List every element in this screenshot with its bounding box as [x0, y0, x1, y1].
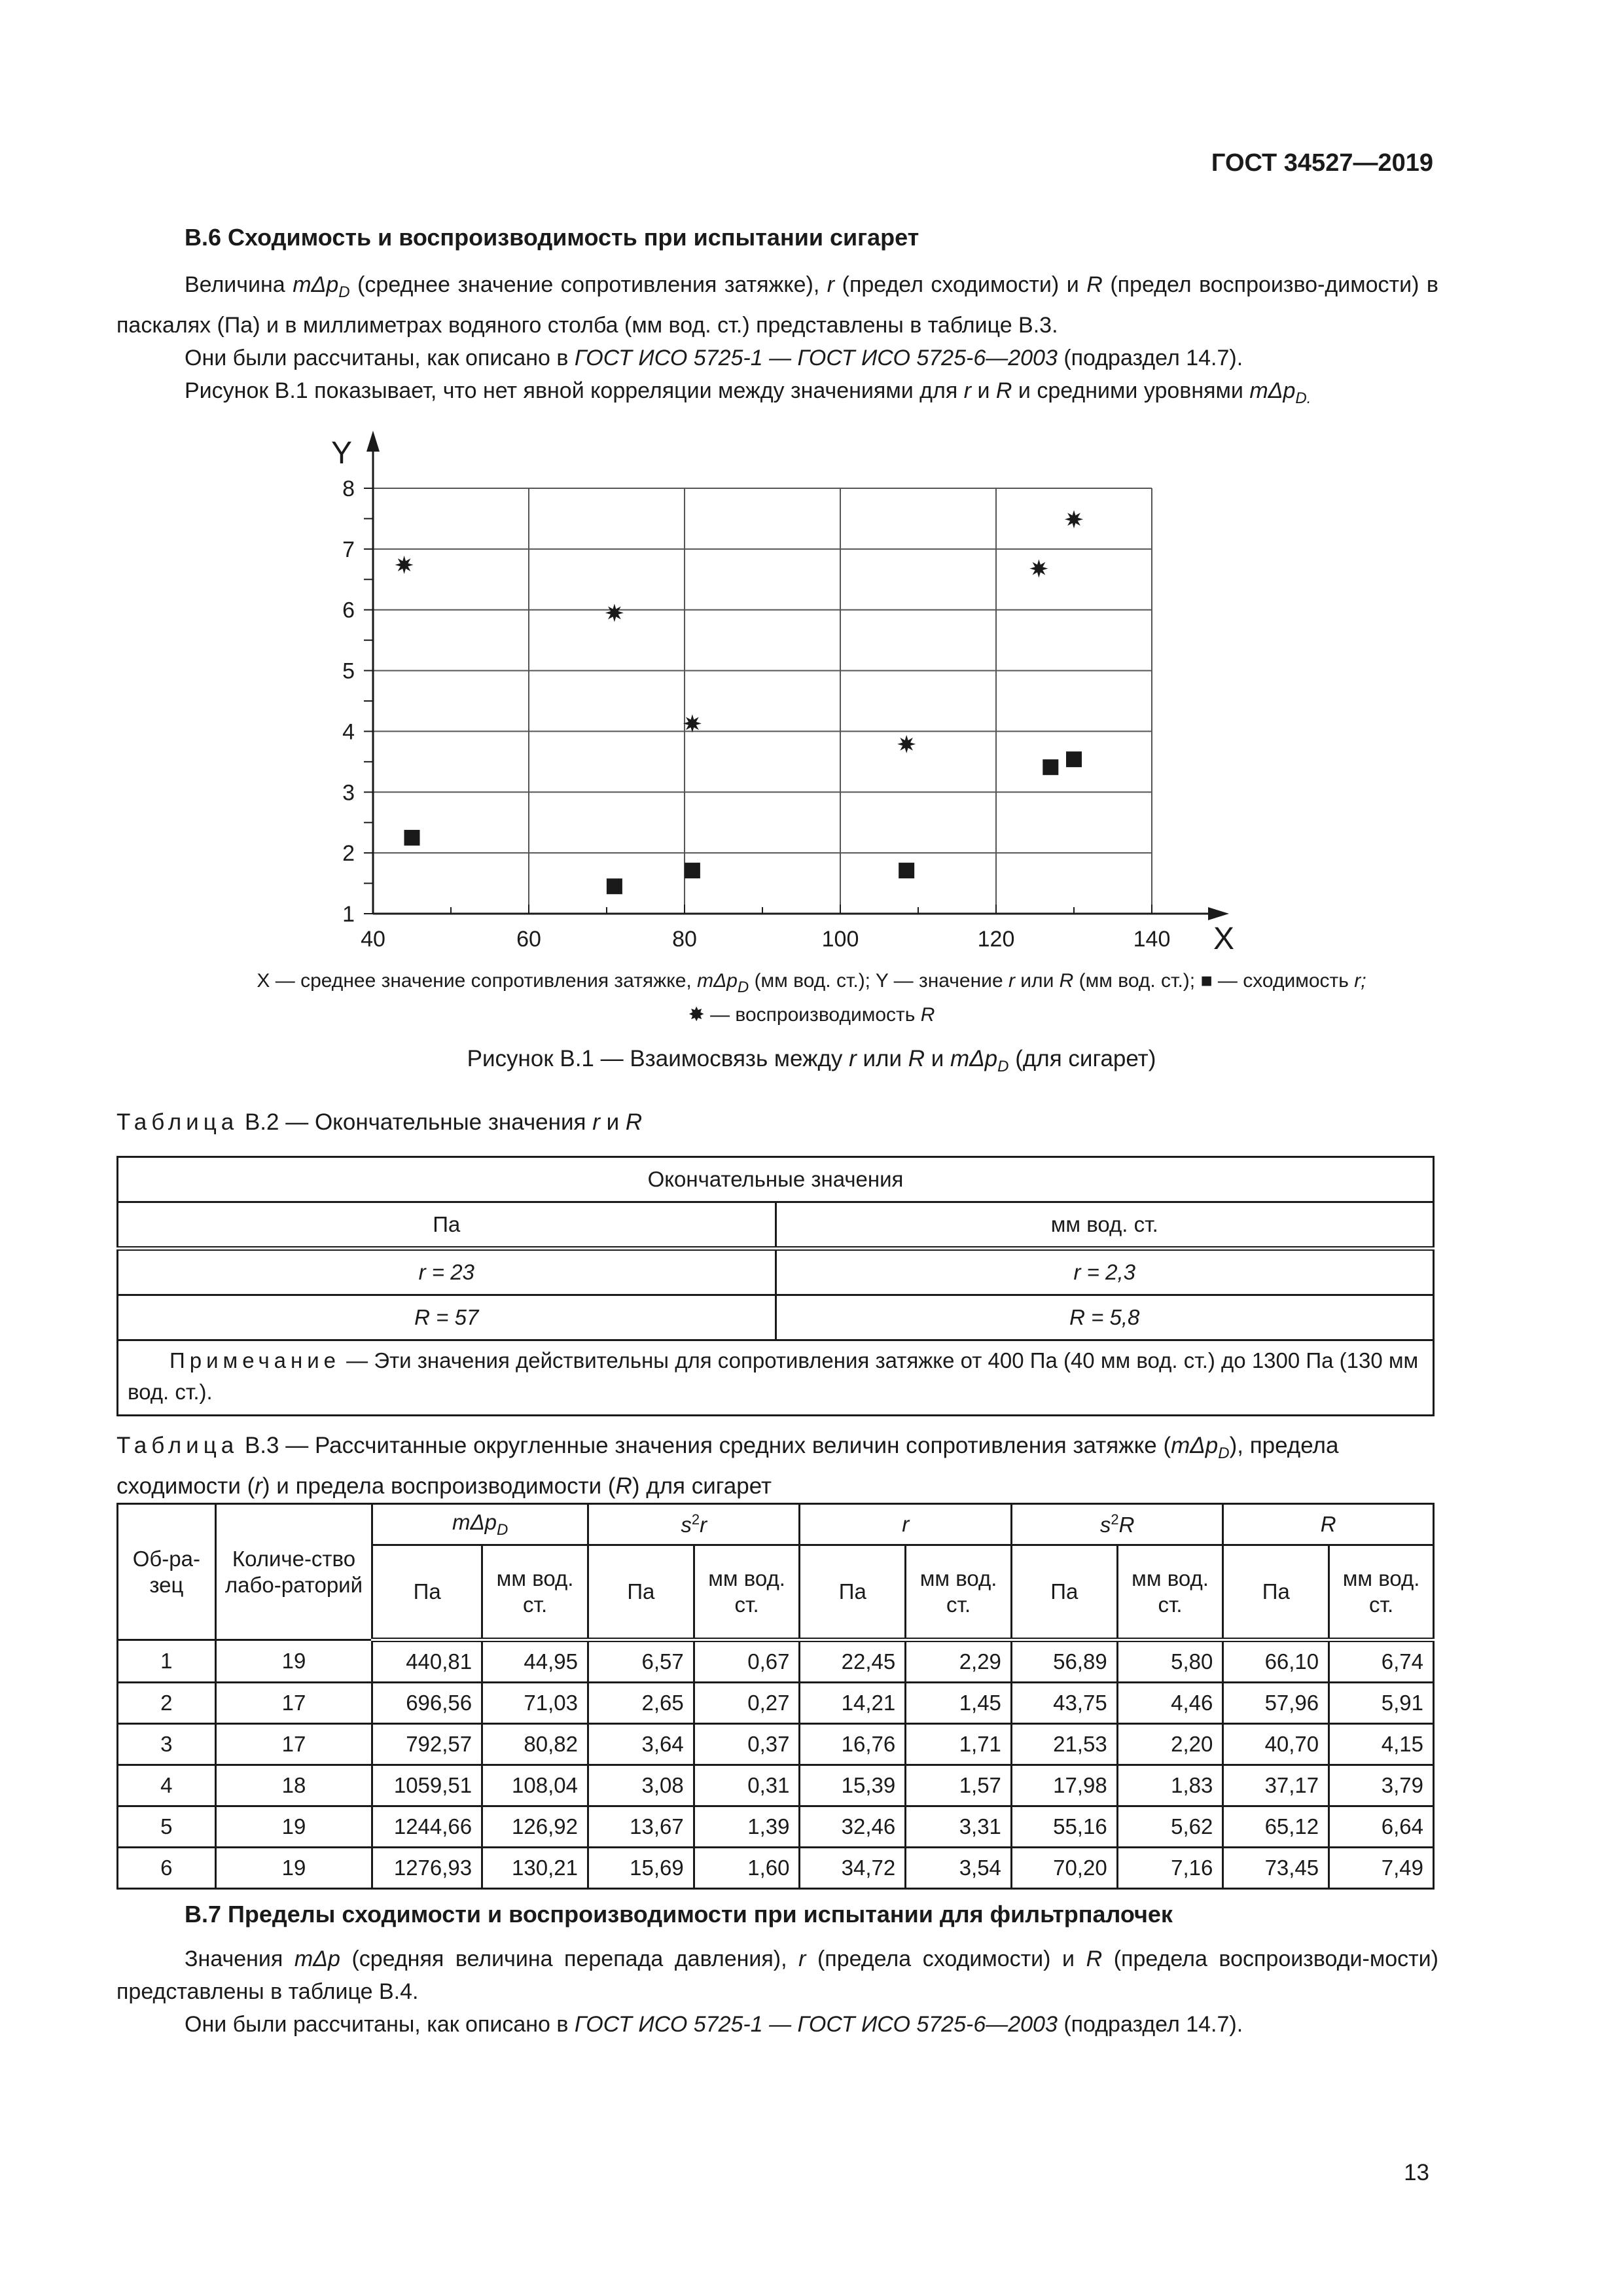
table-cell: 71,03: [482, 1683, 588, 1724]
table-cell: 3: [118, 1724, 216, 1765]
table-cell: 3,31: [906, 1806, 1012, 1848]
table-note: Примечание — Эти значения действительны для сопротивления затяжке от 400 Па (40 мм вод. ст.) до 1300 Па (130 мм вод. ст.).: [118, 1340, 1434, 1416]
x-tick-label: 120: [977, 927, 1015, 952]
section-b7-text: [116, 1943, 1438, 2041]
x-tick-label: 100: [821, 927, 859, 952]
table-cell: 7,16: [1117, 1848, 1223, 1889]
scatter-chart: [144, 406, 1296, 969]
table-row: [118, 1295, 1434, 1340]
data-point-square: [899, 863, 914, 878]
table-row: [118, 1640, 1434, 1683]
unit-header: мм вод. ст.: [1329, 1545, 1434, 1640]
table-header: Окончательные значения: [118, 1157, 1434, 1202]
table-cell: 3,79: [1329, 1765, 1434, 1806]
table-cell: 55,16: [1011, 1806, 1117, 1848]
y-tick-label: 4: [342, 719, 355, 745]
column-group-mdp: mΔp$_D$: [372, 1504, 588, 1545]
data-point-star: [897, 735, 916, 753]
table-cell: 19: [215, 1848, 372, 1889]
table-cell: 17,98: [1011, 1765, 1117, 1806]
table-cell: 2,65: [588, 1683, 694, 1724]
table-row: [118, 1724, 1434, 1765]
paragraph: Они были рассчитаны, как описано в ГОСТ ИСО 5725-1 — ГОСТ ИСО 5725-6—2003 (подраздел 14.7).: [185, 346, 1243, 370]
table-cell: 1: [118, 1640, 216, 1683]
figure-caption: Рисунок В.1 — Взаимосвязь между r или R и mΔp$_D$ (для сигарет): [467, 1046, 1156, 1075]
y-tick-label: 7: [342, 537, 355, 562]
column-group-s2r: $s^2r$: [588, 1504, 799, 1545]
table-cell: 1,39: [694, 1806, 800, 1848]
table-cell: 57,96: [1223, 1683, 1329, 1724]
y-axis-arrow: [366, 431, 380, 452]
table-cell: 15,39: [800, 1765, 906, 1806]
section-b6-text: [116, 268, 1438, 415]
table-cell: 37,17: [1223, 1765, 1329, 1806]
table-b2: [116, 1156, 1435, 1416]
data-point-star: [1065, 510, 1083, 528]
column-group-R: R: [1223, 1504, 1434, 1545]
table-cell: R = 57: [118, 1295, 776, 1340]
table-cell: 56,89: [1011, 1640, 1117, 1683]
table-cell: 6,74: [1329, 1640, 1434, 1683]
table-cell: 22,45: [800, 1640, 906, 1683]
legend-line: ✸ — воспроизводимость R: [688, 1004, 935, 1026]
standard-code: ГОСТ 34527—2019: [1211, 149, 1433, 177]
table-cell: 7,49: [1329, 1848, 1434, 1889]
table-cell: 18: [215, 1765, 372, 1806]
unit-header: Па: [1011, 1545, 1117, 1640]
x-tick-label: 140: [1133, 927, 1171, 952]
data-point-square: [1066, 751, 1082, 767]
unit-header: Па: [1223, 1545, 1329, 1640]
table-b2-caption: Таблица В.2 — Окончательные значения r и R: [116, 1109, 643, 1135]
table-cell: 80,82: [482, 1724, 588, 1765]
x-tick-label: 80: [672, 927, 697, 952]
y-tick-label: 5: [342, 658, 355, 684]
table-cell: 19: [215, 1806, 372, 1848]
section-b6-title: В.6 Сходимость и воспроизводимость при испытании сигарет: [185, 224, 919, 251]
y-tick-label: 2: [342, 841, 355, 867]
y-tick-label: 6: [342, 598, 355, 623]
table-cell: 3,54: [906, 1848, 1012, 1889]
table-cell: 108,04: [482, 1765, 588, 1806]
data-point-square: [1043, 759, 1058, 775]
table-cell: 126,92: [482, 1806, 588, 1848]
column-header-labs: Количе-ство лабо-раторий: [215, 1504, 372, 1640]
table-cell: 1244,66: [372, 1806, 482, 1848]
unit-header: мм вод. ст.: [694, 1545, 800, 1640]
data-point-star: [395, 556, 414, 574]
unit-header: Па: [588, 1545, 694, 1640]
table-cell: 21,53: [1011, 1724, 1117, 1765]
table-cell: 19: [215, 1640, 372, 1683]
data-point-square: [607, 878, 622, 894]
column-group-r: r: [800, 1504, 1011, 1545]
unit-header: Па: [372, 1545, 482, 1640]
unit-header: мм вод. ст.: [1117, 1545, 1223, 1640]
table-cell: 34,72: [800, 1848, 906, 1889]
table-cell: 43,75: [1011, 1683, 1117, 1724]
table-cell: 0,31: [694, 1765, 800, 1806]
table-cell: 1276,93: [372, 1848, 482, 1889]
table-cell: 1,71: [906, 1724, 1012, 1765]
table-cell: 5,91: [1329, 1683, 1434, 1724]
section-b7-title: В.7 Пределы сходимости и воспроизводимости при испытании для фильтрпалочек: [185, 1901, 1173, 1928]
page-number: 13: [1404, 2160, 1429, 2185]
table-b3: [116, 1503, 1435, 1890]
paragraph: Значения mΔp (средняя величина перепада давления), r (предела сходимости) и R (предела воспроизводи-мости) представлены в таблице В.4.: [116, 1946, 1438, 2004]
table-cell: 2,20: [1117, 1724, 1223, 1765]
table-row: [118, 1848, 1434, 1889]
table-row: [118, 1683, 1434, 1724]
table-cell: 4: [118, 1765, 216, 1806]
paragraph: Они были рассчитаны, как описано в ГОСТ ИСО 5725-1 — ГОСТ ИСО 5725-6—2003 (подраздел 14.7).: [185, 2012, 1243, 2037]
table-cell: r = 23: [118, 1249, 776, 1295]
data-point-square: [404, 830, 420, 846]
x-axis-arrow: [1208, 907, 1229, 920]
table-cell: 17: [215, 1683, 372, 1724]
x-tick-label: 60: [516, 927, 541, 952]
table-cell: 0,27: [694, 1683, 800, 1724]
data-point-star: [1029, 560, 1048, 578]
table-cell: 15,69: [588, 1848, 694, 1889]
table-cell: 3,64: [588, 1724, 694, 1765]
column-header: Па: [118, 1202, 776, 1249]
paragraph: Рисунок В.1 показывает, что нет явной корреляции между значениями для r и R и средними уровнями mΔp$_{D.}$: [185, 378, 1311, 407]
column-group-s2R: $s^2R$: [1011, 1504, 1222, 1545]
x-tick-label: 40: [361, 927, 385, 952]
table-cell: 66,10: [1223, 1640, 1329, 1683]
y-tick-label: 8: [342, 476, 355, 501]
table-cell: 1,83: [1117, 1765, 1223, 1806]
table-cell: 73,45: [1223, 1848, 1329, 1889]
table-cell: 6,64: [1329, 1806, 1434, 1848]
y-axis-label: Y: [330, 436, 353, 471]
table-b3-caption: Таблица В.3 — Рассчитанные округленные значения средних величин сопротивления затяжке (mΔp$_D$), предела сходимости (r) и предела воспроизводимости (R) для сигарет: [116, 1433, 1339, 1499]
table-cell: 0,67: [694, 1640, 800, 1683]
table-cell: 5,62: [1117, 1806, 1223, 1848]
table-cell: 17: [215, 1724, 372, 1765]
table-cell: 696,56: [372, 1683, 482, 1724]
table-cell: 6: [118, 1848, 216, 1889]
table-cell: 44,95: [482, 1640, 588, 1683]
table-cell: 13,67: [588, 1806, 694, 1848]
data-point-star: [683, 714, 702, 732]
paragraph: Величина mΔp$_D$ (среднее значение сопротивления затяжке), r (предел сходимости) и R (предел воспроизво-димости) в паскалях (Па) и в миллиметрах водяного столба (мм вод. ст.) представлены в таблице В.3.: [116, 272, 1438, 338]
table-cell: 0,37: [694, 1724, 800, 1765]
data-point-star: [605, 603, 624, 622]
column-header-sample: Об-ра-зец: [118, 1504, 216, 1640]
table-cell: 32,46: [800, 1806, 906, 1848]
table-cell: 1,45: [906, 1683, 1012, 1724]
table-row: [118, 1249, 1434, 1295]
table-cell: 6,57: [588, 1640, 694, 1683]
column-header: мм вод. ст.: [776, 1202, 1434, 1249]
unit-header: Па: [800, 1545, 906, 1640]
unit-header: мм вод. ст.: [906, 1545, 1012, 1640]
table-cell: 1,60: [694, 1848, 800, 1889]
table-cell: 792,57: [372, 1724, 482, 1765]
table-cell: 40,70: [1223, 1724, 1329, 1765]
table-cell: 4,15: [1329, 1724, 1434, 1765]
table-cell: 130,21: [482, 1848, 588, 1889]
table-cell: R = 5,8: [776, 1295, 1434, 1340]
data-point-square: [685, 863, 700, 878]
table-cell: r = 2,3: [776, 1249, 1434, 1295]
table-cell: 1,57: [906, 1765, 1012, 1806]
table-cell: 3,08: [588, 1765, 694, 1806]
y-tick-label: 3: [342, 780, 355, 806]
table-cell: 65,12: [1223, 1806, 1329, 1848]
unit-header: мм вод. ст.: [482, 1545, 588, 1640]
table-cell: 16,76: [800, 1724, 906, 1765]
table-cell: 5: [118, 1806, 216, 1848]
table-cell: 4,46: [1117, 1683, 1223, 1724]
table-cell: 70,20: [1011, 1848, 1117, 1889]
table-cell: 5,80: [1117, 1640, 1223, 1683]
table-cell: 2: [118, 1683, 216, 1724]
table-cell: 2,29: [906, 1640, 1012, 1683]
y-tick-label: 1: [342, 902, 355, 927]
table-row: [118, 1765, 1434, 1806]
table-cell: 440,81: [372, 1640, 482, 1683]
legend-line: X — среднее значение сопротивления затяжке, mΔp$_D$ (мм вод. ст.); Y — значение r или R (мм вод. ст.); ■ — сходимость r;: [257, 970, 1366, 996]
table-cell: 1059,51: [372, 1765, 482, 1806]
figure-legend: [116, 967, 1507, 1029]
table-row: [118, 1806, 1434, 1848]
x-axis-label: X: [1213, 922, 1235, 956]
table-cell: 14,21: [800, 1683, 906, 1724]
